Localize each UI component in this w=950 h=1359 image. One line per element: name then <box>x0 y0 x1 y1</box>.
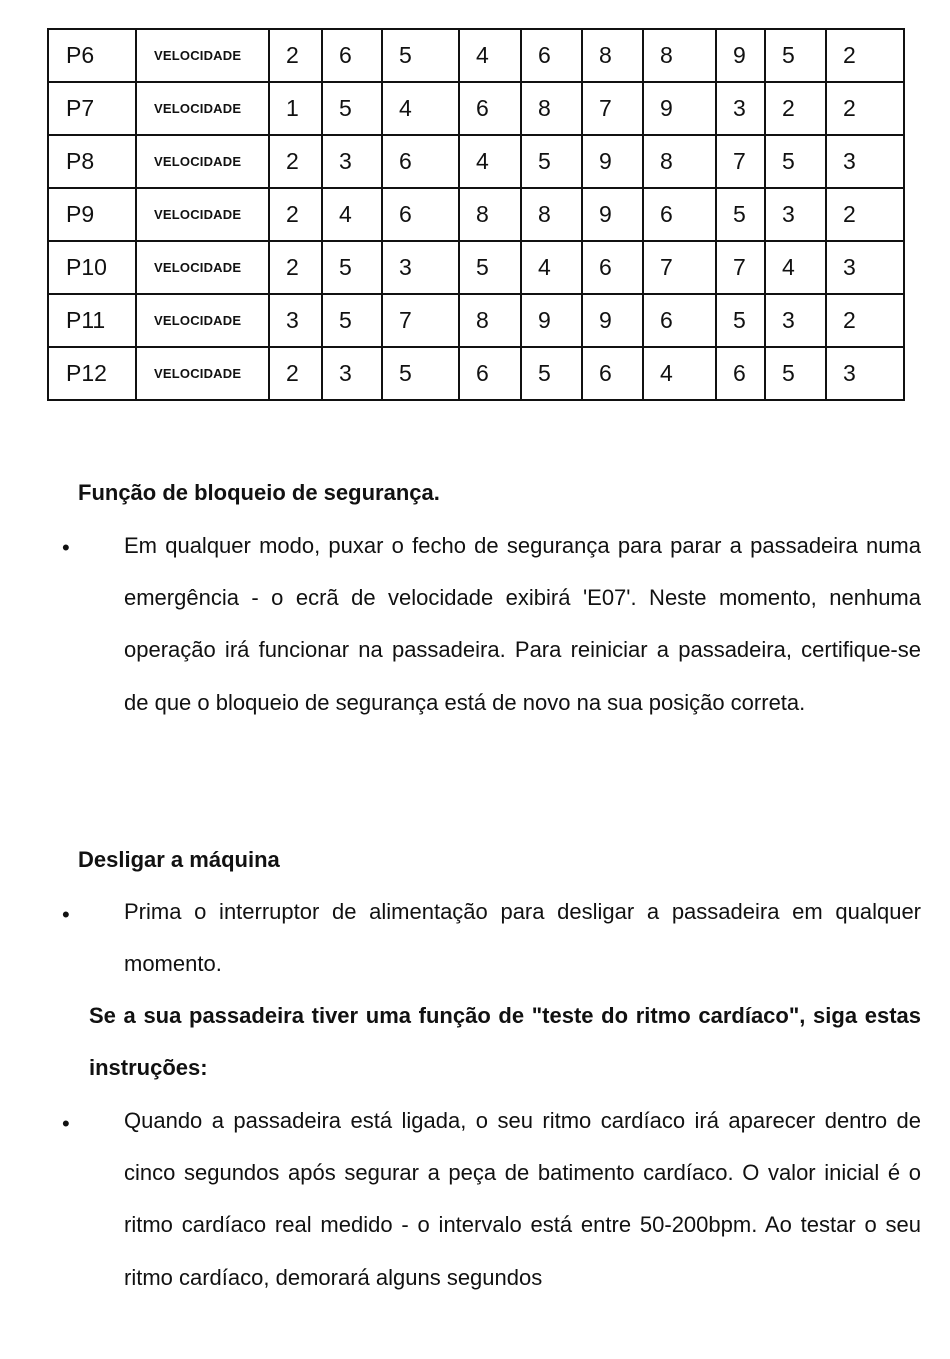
speed-value-cell: 2 <box>826 294 904 347</box>
speed-value-cell: 6 <box>582 241 643 294</box>
speed-value-cell: 5 <box>765 347 826 400</box>
speed-value-cell: 2 <box>826 82 904 135</box>
safety-lock-text: Em qualquer modo, puxar o fecho de segurança para parar a passadeira numa emergência - o ecrã de velocidade exibirá 'E07'. Neste momento, nenhuma operação irá funcionar na passadeira. Para reiniciar a passadeira, certifique-se de que o bloqueio de segurança está de novo na sua posição correta. <box>124 533 921 715</box>
speed-value-cell: 6 <box>716 347 765 400</box>
speed-value-cell: 3 <box>765 294 826 347</box>
speed-value-cell: 3 <box>826 241 904 294</box>
mode-cell: VELOCIDADE <box>136 241 269 294</box>
speed-value-cell: 2 <box>269 241 322 294</box>
speed-value-cell: 4 <box>765 241 826 294</box>
mode-cell: VELOCIDADE <box>136 135 269 188</box>
speed-value-cell: 5 <box>716 188 765 241</box>
speed-program-table <box>47 28 905 401</box>
speed-value-cell: 5 <box>322 241 382 294</box>
speed-value-cell: 5 <box>382 347 459 400</box>
speed-value-cell: 5 <box>521 347 582 400</box>
speed-value-cell: 6 <box>459 347 521 400</box>
speed-value-cell: 8 <box>521 82 582 135</box>
table-row <box>48 347 904 400</box>
speed-value-cell: 7 <box>382 294 459 347</box>
speed-value-cell: 8 <box>459 188 521 241</box>
speed-value-cell: 9 <box>582 188 643 241</box>
speed-value-cell: 4 <box>521 241 582 294</box>
speed-value-cell: 5 <box>765 29 826 82</box>
speed-value-cell: 2 <box>269 188 322 241</box>
speed-value-cell: 9 <box>582 135 643 188</box>
speed-value-cell: 7 <box>643 241 716 294</box>
bullet-shutdown: • <box>62 902 70 927</box>
speed-value-cell: 3 <box>826 135 904 188</box>
speed-value-cell: 2 <box>765 82 826 135</box>
speed-value-cell: 2 <box>826 29 904 82</box>
speed-value-cell: 9 <box>582 294 643 347</box>
mode-cell: VELOCIDADE <box>136 82 269 135</box>
speed-value-cell: 7 <box>582 82 643 135</box>
speed-value-cell: 8 <box>521 188 582 241</box>
speed-value-cell: 8 <box>459 294 521 347</box>
speed-value-cell: 3 <box>716 82 765 135</box>
speed-value-cell: 9 <box>716 29 765 82</box>
speed-value-cell: 4 <box>382 82 459 135</box>
program-cell: P7 <box>48 82 136 135</box>
table-row <box>48 241 904 294</box>
safety-lock-heading: Função de bloqueio de segurança. <box>78 480 440 505</box>
speed-value-cell: 6 <box>521 29 582 82</box>
speed-value-cell: 5 <box>521 135 582 188</box>
speed-value-cell: 9 <box>521 294 582 347</box>
speed-value-cell: 4 <box>459 29 521 82</box>
mode-cell: VELOCIDADE <box>136 188 269 241</box>
table-body <box>48 29 904 400</box>
table-row <box>48 29 904 82</box>
speed-value-cell: 6 <box>582 347 643 400</box>
speed-value-cell: 8 <box>582 29 643 82</box>
speed-value-cell: 3 <box>382 241 459 294</box>
shutdown-text: Prima o interruptor de alimentação para desligar a passadeira em qualquer momento. <box>124 899 921 977</box>
speed-value-cell: 1 <box>269 82 322 135</box>
program-cell: P10 <box>48 241 136 294</box>
table-row <box>48 82 904 135</box>
speed-value-cell: 6 <box>643 294 716 347</box>
speed-value-cell: 9 <box>643 82 716 135</box>
speed-value-cell: 3 <box>322 347 382 400</box>
speed-value-cell: 4 <box>459 135 521 188</box>
speed-value-cell: 6 <box>322 29 382 82</box>
speed-value-cell: 7 <box>716 241 765 294</box>
speed-value-cell: 2 <box>269 135 322 188</box>
speed-value-cell: 5 <box>716 294 765 347</box>
speed-value-cell: 4 <box>322 188 382 241</box>
mode-cell: VELOCIDADE <box>136 29 269 82</box>
speed-value-cell: 8 <box>643 29 716 82</box>
speed-value-cell: 3 <box>826 347 904 400</box>
mode-cell: VELOCIDADE <box>136 347 269 400</box>
speed-value-cell: 3 <box>322 135 382 188</box>
shutdown-heading: Desligar a máquina <box>78 847 280 872</box>
mode-cell: VELOCIDADE <box>136 294 269 347</box>
table-row <box>48 188 904 241</box>
speed-value-cell: 3 <box>269 294 322 347</box>
speed-value-cell: 5 <box>765 135 826 188</box>
table-row <box>48 294 904 347</box>
speed-value-cell: 5 <box>459 241 521 294</box>
speed-value-cell: 7 <box>716 135 765 188</box>
program-cell: P11 <box>48 294 136 347</box>
program-cell: P9 <box>48 188 136 241</box>
speed-value-cell: 8 <box>643 135 716 188</box>
program-cell: P12 <box>48 347 136 400</box>
speed-value-cell: 4 <box>643 347 716 400</box>
speed-value-cell: 5 <box>322 294 382 347</box>
speed-value-cell: 5 <box>382 29 459 82</box>
bullet-safety: • <box>62 535 70 560</box>
speed-value-cell: 6 <box>382 135 459 188</box>
speed-value-cell: 2 <box>269 347 322 400</box>
speed-value-cell: 6 <box>382 188 459 241</box>
speed-value-cell: 2 <box>826 188 904 241</box>
speed-value-cell: 5 <box>322 82 382 135</box>
speed-value-cell: 3 <box>765 188 826 241</box>
program-cell: P8 <box>48 135 136 188</box>
speed-value-cell: 6 <box>643 188 716 241</box>
bullet-heart-rate: • <box>62 1111 70 1136</box>
heart-rate-text: Quando a passadeira está ligada, o seu ritmo cardíaco irá aparecer dentro de cinco segundos após segurar a peça de batimento cardíaco. O valor inicial é o ritmo cardíaco real medido - o intervalo está entre 50-200bpm. Ao testar o seu ritmo cardíaco, demorará alguns segundos <box>124 1108 921 1290</box>
heart-rate-intro: Se a sua passadeira tiver uma função de "teste do ritmo cardíaco", siga estas instruções: <box>89 1003 921 1081</box>
table-row <box>48 135 904 188</box>
program-cell: P6 <box>48 29 136 82</box>
speed-value-cell: 6 <box>459 82 521 135</box>
speed-value-cell: 2 <box>269 29 322 82</box>
